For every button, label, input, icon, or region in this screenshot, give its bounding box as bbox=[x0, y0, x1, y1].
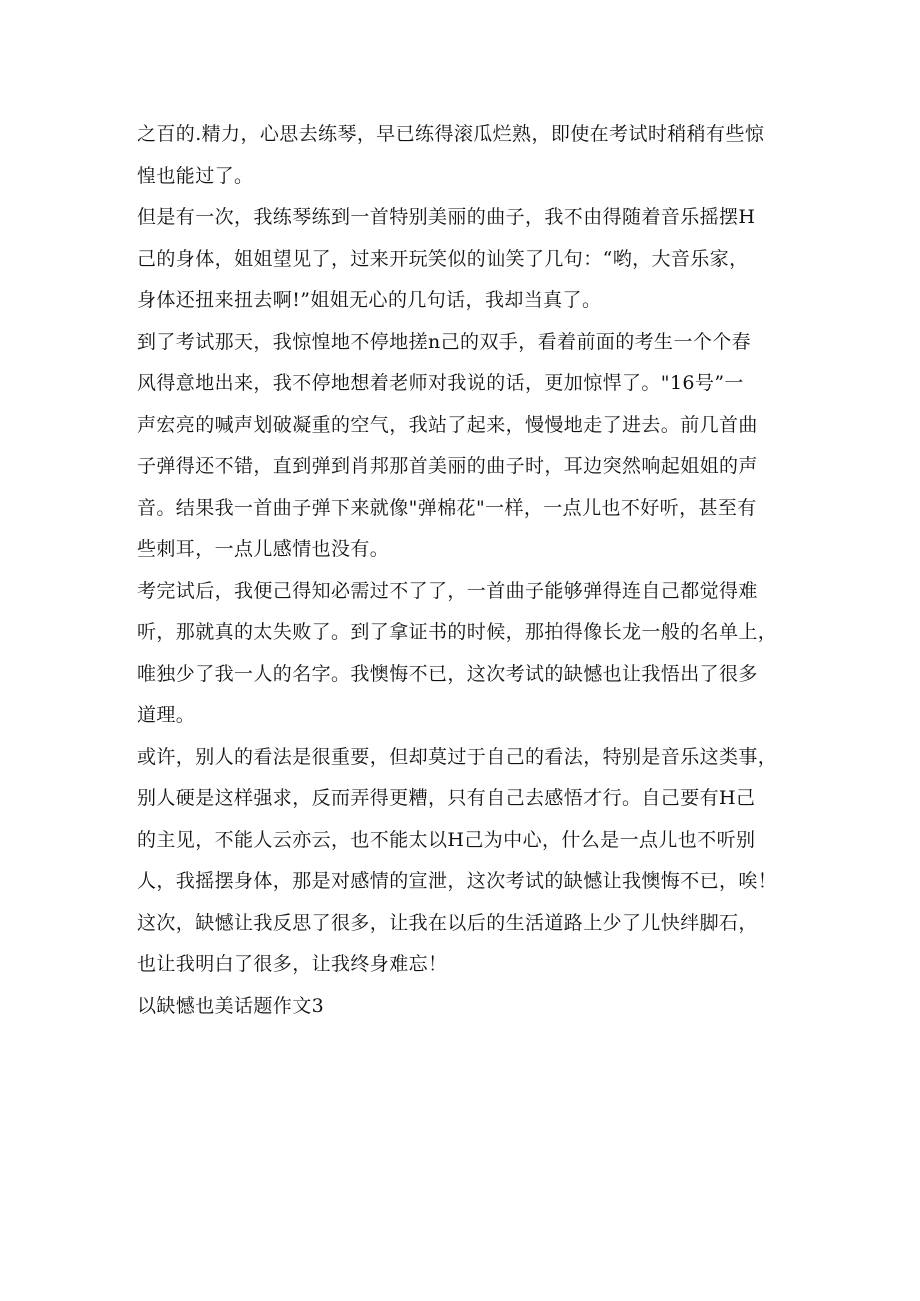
text-line: 别人硬是这样强求，反而弄得更糟，只有自己去感悟才行。自己要有H己 bbox=[137, 787, 756, 809]
paragraph bbox=[137, 114, 797, 197]
text-line: 声宏亮的喊声划破凝重的空气，我站了起来，慢慢地走了进去。前几首曲 bbox=[137, 413, 758, 436]
paragraph bbox=[137, 322, 797, 571]
text-line: 唯独少了我一人的名字。我懊悔不已，这次考试的缺憾也让我悟出了很多 bbox=[137, 662, 758, 685]
text-line: 到了考试那天，我惊惶地不停地搓n己的双手，看着前面的考生一个个春 bbox=[137, 330, 752, 353]
heading-line: 以缺憾也美话题作文3 bbox=[137, 994, 325, 1017]
text-line: 考完试后，我便己得知必需过不了了，一首曲子能够弹得连自己都觉得难 bbox=[137, 579, 758, 602]
section-heading bbox=[137, 986, 797, 1028]
text-line: 些刺耳，一点儿感情也没有。 bbox=[137, 538, 390, 560]
text-line: 道理。 bbox=[137, 704, 196, 726]
text-line: 子弹得还不错，直到弹到肖邦那首美丽的曲子时，耳边突然响起姐姐的声 bbox=[137, 455, 758, 477]
paragraph bbox=[137, 737, 797, 986]
paragraph bbox=[137, 197, 797, 322]
text-line: 之百的.精力，心思去练琴，早已练得滚瓜烂熟，即使在考试时稍稍有些惊 bbox=[137, 123, 765, 145]
text-line: 惶也能过了。 bbox=[137, 164, 254, 187]
text-line: 听，那就真的太失败了。到了拿证书的时候，那拍得像长龙一般的名单上， bbox=[137, 621, 778, 643]
text-line: 也让我明白了很多，让我终身难忘！ bbox=[137, 953, 448, 975]
text-line: 风得意地出来，我不停地想着老师对我说的话，更加惊悍了。"16号”一 bbox=[137, 372, 744, 394]
text-line: 身体还扭来扭去啊!”姐姐无心的几句话，我却当真了。 bbox=[137, 289, 602, 311]
text-line: 己的身体，姐姐望见了，过来开玩笑似的讪笑了几句：“哟，大音乐家， bbox=[137, 247, 749, 270]
text-line: 这次，缺憾让我反思了很多，让我在以后的生活道路上少了儿快绊脚石， bbox=[137, 911, 758, 934]
text-line: 音。结果我一首曲子弹下来就像"弹棉花"一样，一点儿也不好听，甚至有 bbox=[137, 496, 757, 519]
text-line: 但是有一次，我练琴练到一首特别美丽的曲子，我不由得随着音乐摇摆H bbox=[137, 206, 756, 228]
text-line: 人，我摇摆身体，那是对感情的宣泄，这次考试的缺憾让我懊悔不已，唉！ bbox=[137, 870, 778, 892]
document-body bbox=[137, 114, 797, 1027]
text-line: 或许，别人的看法是很重要，但却莫过于自己的看法，特别是音乐这类事， bbox=[137, 745, 778, 768]
paragraph bbox=[137, 571, 797, 737]
text-line: 的主见，不能人云亦云，也不能太以H己为中心，什么是一点儿也不听别 bbox=[137, 828, 756, 851]
